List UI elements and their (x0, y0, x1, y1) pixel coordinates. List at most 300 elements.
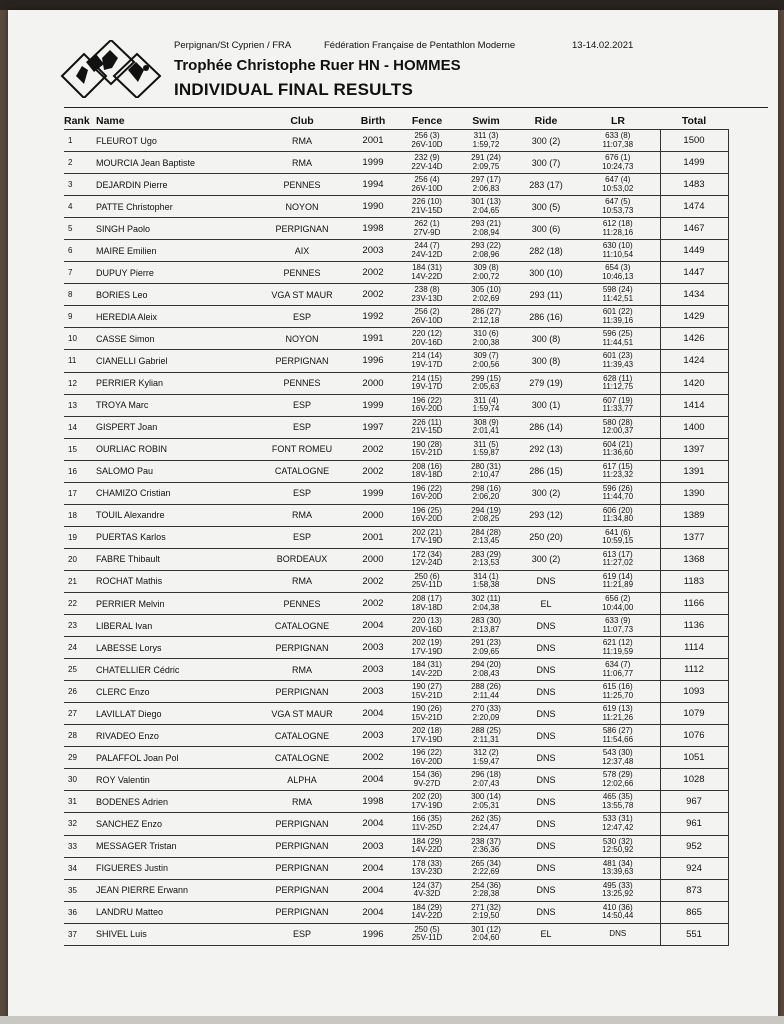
lr-points: 615 (16) (602, 682, 633, 692)
fence-points: 178 (33) (412, 858, 442, 868)
athlete-name: TOUIL Alexandre (96, 504, 256, 526)
fence-cell (398, 835, 456, 857)
swim-points: 254 (36) (471, 880, 501, 890)
club-cell: PERPIGNAN (256, 218, 348, 240)
fence-points: 172 (34) (412, 549, 442, 559)
lr-cell (576, 835, 660, 857)
athlete-name: MOURCIA Jean Baptiste (96, 152, 256, 174)
ride-cell: DNS (516, 570, 576, 592)
swim-cell (456, 570, 516, 592)
athlete-name: CLERC Enzo (96, 681, 256, 703)
table-row (64, 703, 728, 725)
swim-points: 265 (34) (471, 858, 501, 868)
club-cell: NOYON (256, 328, 348, 350)
swim-cell (456, 681, 516, 703)
rank-cell: 26 (64, 681, 96, 703)
club-cell: NOYON (256, 196, 348, 218)
swim-cell (456, 637, 516, 659)
swim-time: 2:06,83 (472, 183, 500, 193)
total-points: 1467 (660, 218, 728, 240)
fence-bouts: 15V-21D (411, 448, 443, 458)
ride-cell: 293 (12) (516, 504, 576, 526)
lr-cell (576, 174, 660, 196)
swim-time: 2:04,65 (472, 205, 500, 215)
fence-bouts: 16V-20D (411, 756, 443, 766)
fence-cell (398, 482, 456, 504)
swim-cell (456, 615, 516, 637)
athlete-name: GISPERT Joan (96, 416, 256, 438)
rank-cell: 31 (64, 791, 96, 813)
rank-cell: 36 (64, 901, 96, 923)
rank-cell: 37 (64, 923, 96, 945)
club-cell: PERPIGNAN (256, 681, 348, 703)
fence-bouts: 22V-14D (411, 161, 443, 171)
total-points: 1434 (660, 284, 728, 306)
lr-cell (576, 438, 660, 460)
swim-points: 291 (24) (471, 153, 501, 163)
swim-time: 1:59,87 (472, 448, 500, 458)
fence-cell (398, 350, 456, 372)
swim-time: 2:19,50 (472, 911, 500, 921)
lr-cell (576, 615, 660, 637)
rank-cell: 16 (64, 460, 96, 482)
table-row (64, 681, 728, 703)
athlete-name: FIGUERES Justin (96, 857, 256, 879)
swim-time: 2:07,43 (472, 778, 500, 788)
rank-cell: 29 (64, 747, 96, 769)
birth-year: 1999 (348, 394, 398, 416)
total-points: 1079 (660, 703, 728, 725)
fence-cell (398, 438, 456, 460)
swim-points: 291 (23) (471, 638, 501, 648)
lr-cell (576, 747, 660, 769)
birth-year: 2002 (348, 460, 398, 482)
event-dates: 13-14.02.2021 (572, 40, 634, 51)
lr-points: 617 (15) (602, 461, 633, 471)
club-cell: PENNES (256, 372, 348, 394)
club-cell: RMA (256, 130, 348, 152)
club-cell: FONT ROMEU (256, 438, 348, 460)
swim-points: 301 (13) (471, 197, 501, 207)
fence-bouts: 17V-19D (411, 734, 443, 744)
swim-time: 2:24,47 (472, 822, 500, 832)
table-row (64, 196, 728, 218)
table-row (64, 769, 728, 791)
lr-cell (576, 482, 660, 504)
fence-points: 184 (29) (412, 902, 442, 912)
lr-cell (576, 262, 660, 284)
fence-bouts: 20V-16D (411, 337, 443, 347)
lr-time: 10:46,13 (602, 271, 634, 281)
swim-time: 2:08,25 (472, 514, 500, 524)
fence-points: 226 (10) (412, 197, 442, 207)
fence-points: 256 (4) (414, 175, 440, 185)
ride-cell: 282 (18) (516, 240, 576, 262)
lr-time: 14:50,44 (602, 911, 634, 921)
lr-points: 607 (19) (602, 395, 633, 405)
club-cell: PERPIGNAN (256, 835, 348, 857)
table-row (64, 923, 728, 945)
lr-time: 13:39,63 (602, 867, 634, 877)
swim-cell (456, 306, 516, 328)
rank-cell: 11 (64, 350, 96, 372)
total-points: 1112 (660, 659, 728, 681)
total-points: 1377 (660, 526, 728, 548)
athlete-name: PALAFFOL Joan Pol (96, 747, 256, 769)
ride-cell: DNS (516, 659, 576, 681)
rank-cell: 18 (64, 504, 96, 526)
table-row (64, 482, 728, 504)
lr-time: 13:25,92 (602, 889, 634, 899)
total-points: 1051 (660, 747, 728, 769)
fence-bouts: 14V-22D (411, 271, 443, 281)
total-points: 873 (660, 879, 728, 901)
lr-cell (576, 372, 660, 394)
club-cell: PERPIGNAN (256, 637, 348, 659)
lr-points: 634 (7) (605, 660, 631, 670)
table-row (64, 284, 728, 306)
total-points: 1390 (660, 482, 728, 504)
swim-time: 2:13,53 (472, 558, 500, 568)
athlete-name: BODENES Adrien (96, 791, 256, 813)
fence-bouts: 19V-17D (411, 359, 443, 369)
fence-cell (398, 923, 456, 945)
ride-cell: DNS (516, 747, 576, 769)
lr-time: 11:07,38 (602, 139, 634, 149)
fence-points: 208 (17) (412, 594, 442, 603)
swim-cell (456, 747, 516, 769)
swim-time: 2:02,69 (472, 293, 500, 303)
lr-time: 11:23,32 (602, 470, 634, 480)
table-row (64, 350, 728, 372)
lr-points: 619 (13) (602, 704, 633, 714)
lr-cell (576, 460, 660, 482)
ride-cell: DNS (516, 769, 576, 791)
rank-cell: 2 (64, 152, 96, 174)
athlete-name: DEJARDIN Pierre (96, 174, 256, 196)
rank-cell: 13 (64, 394, 96, 416)
birth-year: 1997 (348, 416, 398, 438)
lr-points: 633 (8) (605, 131, 631, 141)
rank-cell: 20 (64, 548, 96, 570)
swim-time: 1:59,47 (472, 756, 500, 766)
swim-cell (456, 923, 516, 945)
birth-year: 1996 (348, 350, 398, 372)
swim-time: 2:09,65 (472, 646, 500, 656)
table-row (64, 328, 728, 350)
athlete-name: ROCHAT Mathis (96, 570, 256, 592)
lr-cell (576, 901, 660, 923)
table-row (64, 835, 728, 857)
lr-points: 596 (26) (602, 483, 633, 493)
table-row (64, 747, 728, 769)
fence-points: 190 (27) (412, 682, 442, 692)
club-cell: AIX (256, 240, 348, 262)
event-title: Trophée Christophe Ruer HN - HOMMES (174, 57, 461, 74)
rank-cell: 10 (64, 328, 96, 350)
lr-time: 11:12,75 (602, 382, 634, 392)
lr-cell (576, 659, 660, 681)
ride-cell: DNS (516, 703, 576, 725)
lr-cell (576, 570, 660, 592)
fence-cell (398, 174, 456, 196)
birth-year: 2004 (348, 769, 398, 791)
swim-cell (456, 130, 516, 152)
lr-cell (576, 328, 660, 350)
ride-cell: DNS (516, 835, 576, 857)
col-ride: Ride (534, 115, 558, 127)
birth-year: 2004 (348, 857, 398, 879)
lr-cell (576, 703, 660, 725)
fence-cell (398, 218, 456, 240)
table-row (64, 240, 728, 262)
fence-bouts: 26V-10D (411, 315, 443, 325)
fence-bouts: 19V-17D (411, 382, 443, 392)
lr-time: 11:44,70 (602, 492, 634, 502)
swim-points: 283 (29) (471, 549, 501, 559)
total-points: 952 (660, 835, 728, 857)
table-row (64, 813, 728, 835)
fence-cell (398, 526, 456, 548)
lr-time: 11:27,02 (602, 558, 634, 568)
total-points: 967 (660, 791, 728, 813)
athlete-name: SHIVEL Luis (96, 923, 256, 945)
birth-year: 2004 (348, 901, 398, 923)
birth-year: 1998 (348, 218, 398, 240)
total-points: 1447 (660, 262, 728, 284)
athlete-name: LIBERAL Ivan (96, 615, 256, 637)
athlete-name: SALOMO Pau (96, 460, 256, 482)
athlete-name: OURLIAC ROBIN (96, 438, 256, 460)
rank-cell: 33 (64, 835, 96, 857)
rank-cell: 35 (64, 879, 96, 901)
ride-cell: DNS (516, 615, 576, 637)
swim-cell (456, 416, 516, 438)
club-cell: VGA ST MAUR (256, 284, 348, 306)
swim-time: 2:05,31 (472, 800, 500, 810)
ride-cell: 286 (15) (516, 460, 576, 482)
header-rule (64, 107, 768, 108)
athlete-name: LAVILLAT Diego (96, 703, 256, 725)
rank-cell: 4 (64, 196, 96, 218)
swim-time: 2:13,45 (472, 536, 500, 546)
birth-year: 2002 (348, 284, 398, 306)
lr-cell (576, 681, 660, 703)
club-cell: RMA (256, 504, 348, 526)
swim-cell (456, 152, 516, 174)
lr-time: 11:19,59 (602, 646, 634, 656)
fence-bouts: 14V-22D (411, 668, 443, 678)
swim-time: 2:12,18 (472, 315, 500, 325)
swim-time: 2:08,96 (472, 249, 500, 259)
lr-cell (576, 923, 660, 945)
total-points: 1499 (660, 152, 728, 174)
fence-cell (398, 901, 456, 923)
total-points: 1114 (660, 637, 728, 659)
fence-points: 124 (37) (412, 880, 442, 890)
lr-cell (576, 240, 660, 262)
table-row (64, 394, 728, 416)
fence-cell (398, 592, 456, 614)
club-cell: RMA (256, 570, 348, 592)
athlete-name: JEAN PIERRE Erwann (96, 879, 256, 901)
fence-bouts: 21V-15D (411, 426, 443, 436)
lr-points: 580 (28) (602, 417, 633, 427)
lr-time: 11:10,54 (602, 249, 634, 259)
swim-points: 293 (21) (471, 219, 501, 229)
lr-cell (576, 306, 660, 328)
swim-points: 296 (18) (471, 770, 501, 780)
fence-bouts: 15V-21D (411, 690, 443, 700)
table-row (64, 262, 728, 284)
swim-points: 311 (3) (473, 131, 499, 141)
swim-points: 312 (2) (473, 748, 499, 758)
club-cell: ALPHA (256, 769, 348, 791)
birth-year: 1999 (348, 482, 398, 504)
total-points: 1397 (660, 438, 728, 460)
table-row (64, 659, 728, 681)
swim-points: 283 (30) (471, 616, 501, 626)
fence-points: 202 (18) (412, 726, 442, 736)
club-cell: ESP (256, 416, 348, 438)
rank-cell: 15 (64, 438, 96, 460)
swim-cell (456, 857, 516, 879)
fence-points: 250 (5) (414, 924, 440, 934)
total-points: 1426 (660, 328, 728, 350)
fence-cell (398, 725, 456, 747)
birth-year: 1992 (348, 306, 398, 328)
lr-points: 654 (3) (605, 263, 631, 273)
lr-cell (576, 218, 660, 240)
athlete-name: MAIRE Emilien (96, 240, 256, 262)
birth-year: 2001 (348, 526, 398, 548)
lr-cell (576, 284, 660, 306)
fence-points: 214 (15) (412, 373, 442, 383)
table-row (64, 438, 728, 460)
lr-time: 11:28,16 (602, 227, 634, 237)
lr-points: 586 (27) (602, 726, 633, 736)
club-cell: ESP (256, 306, 348, 328)
athlete-name: FLEUROT Ugo (96, 130, 256, 152)
fence-cell (398, 548, 456, 570)
col-total: Total (681, 115, 707, 127)
total-points: 1183 (660, 570, 728, 592)
lr-time: 11:21,26 (602, 712, 634, 722)
lr-cell (576, 130, 660, 152)
lr-time: 11:44,51 (602, 337, 634, 347)
fence-bouts: 13V-23D (411, 867, 443, 877)
swim-time: 2:09,75 (472, 161, 500, 171)
lr-cell (576, 394, 660, 416)
athlete-name: CHATELLIER Cédric (96, 659, 256, 681)
lr-points: 621 (12) (602, 638, 633, 648)
fence-points: 190 (28) (412, 439, 442, 449)
fence-cell (398, 284, 456, 306)
total-points: 1474 (660, 196, 728, 218)
lr-time: 10:59,15 (602, 536, 634, 546)
swim-points: 301 (12) (471, 924, 501, 934)
fence-bouts: 17V-19D (411, 536, 443, 546)
fence-points: 202 (19) (412, 638, 442, 648)
club-cell: CATALOGNE (256, 615, 348, 637)
ride-cell: 250 (20) (516, 526, 576, 548)
athlete-name: CASSE Simon (96, 328, 256, 350)
fence-cell (398, 791, 456, 813)
swim-points: 299 (15) (471, 373, 501, 383)
lr-time: 12:47,42 (602, 822, 634, 832)
lr-time: 11:39,16 (602, 315, 634, 325)
swim-time: 2:08,43 (472, 668, 500, 678)
lr-points: 641 (6) (605, 527, 631, 537)
top-edge (0, 0, 784, 10)
rank-cell: 19 (64, 526, 96, 548)
swim-cell (456, 438, 516, 460)
swim-time: 2:13,87 (472, 624, 500, 634)
club-cell: ESP (256, 394, 348, 416)
rank-cell: 9 (64, 306, 96, 328)
birth-year: 2003 (348, 659, 398, 681)
fence-cell (398, 262, 456, 284)
lr-points: 647 (4) (605, 175, 631, 185)
rank-cell: 25 (64, 659, 96, 681)
club-cell: ESP (256, 482, 348, 504)
athlete-name: SANCHEZ Enzo (96, 813, 256, 835)
total-points: 1391 (660, 460, 728, 482)
swim-points: 262 (35) (471, 814, 501, 824)
club-cell: PERPIGNAN (256, 813, 348, 835)
fence-cell (398, 416, 456, 438)
club-cell: RMA (256, 791, 348, 813)
swim-time: 2:01,41 (472, 426, 500, 436)
fence-points: 256 (3) (414, 131, 440, 141)
table-row (64, 791, 728, 813)
total-points: 865 (660, 901, 728, 923)
lr-time: 11:39,43 (602, 359, 634, 369)
athlete-name: CIANELLI Gabriel (96, 350, 256, 372)
col-rank: Rank (64, 115, 90, 127)
lr-points: 410 (36) (602, 902, 633, 912)
swim-time: 2:00,72 (472, 271, 500, 281)
fence-points: 226 (11) (412, 417, 442, 427)
birth-year: 1994 (348, 174, 398, 196)
ride-cell: DNS (516, 857, 576, 879)
fence-bouts: 26V-10D (411, 183, 443, 193)
swim-time: 2:08,94 (472, 227, 500, 237)
lr-time: 10:24,73 (602, 161, 634, 171)
rank-cell: 1 (64, 130, 96, 152)
swim-cell (456, 284, 516, 306)
table-row (64, 218, 728, 240)
club-cell: PERPIGNAN (256, 857, 348, 879)
ride-cell: DNS (516, 725, 576, 747)
swim-points: 300 (14) (471, 792, 501, 802)
fence-bouts: 18V-18D (411, 602, 443, 612)
fence-bouts: 17V-19D (411, 800, 443, 810)
lr-points: 604 (21) (602, 439, 633, 449)
club-cell: PENNES (256, 592, 348, 614)
rank-cell: 23 (64, 615, 96, 637)
fence-cell (398, 615, 456, 637)
total-points: 1136 (660, 615, 728, 637)
ride-cell: 300 (1) (516, 394, 576, 416)
birth-year: 2003 (348, 835, 398, 857)
lr-time: 11:42,51 (602, 293, 634, 303)
lr-points: 647 (5) (605, 197, 631, 207)
swim-time: 2:05,63 (472, 382, 500, 392)
swim-time: 2:04,60 (472, 933, 500, 943)
ride-cell: 300 (5) (516, 196, 576, 218)
table-row (64, 372, 728, 394)
